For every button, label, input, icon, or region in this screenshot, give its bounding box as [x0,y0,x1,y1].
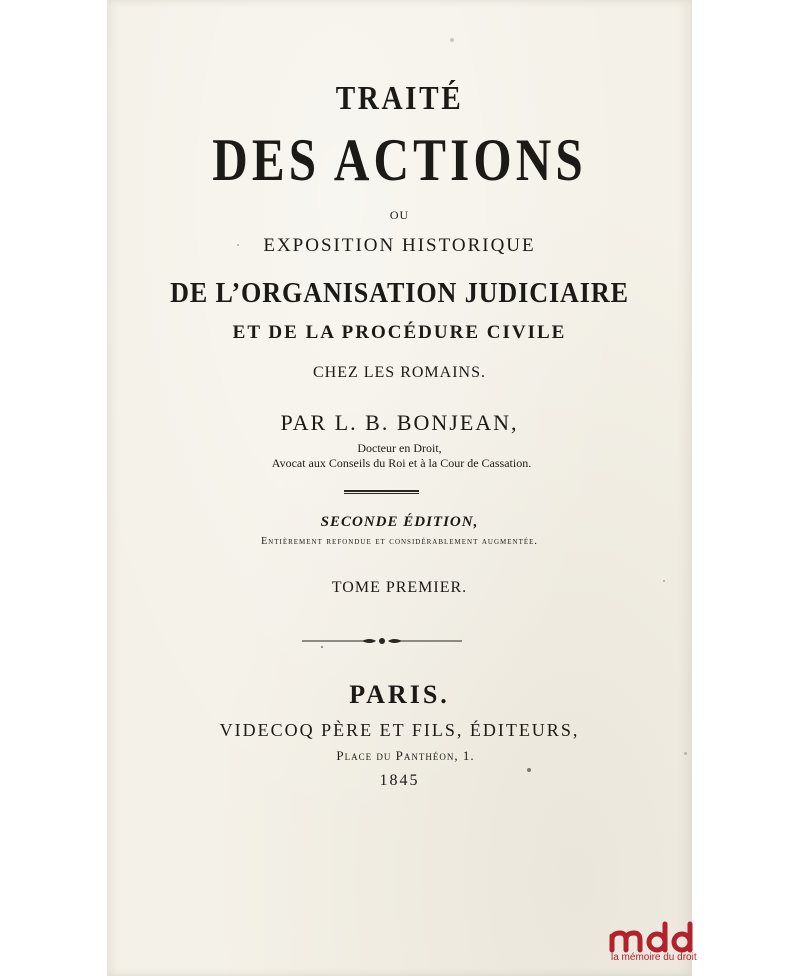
edition-note: Entièrement refondue et considérablement augmentée. [261,536,538,547]
imprint-city: PARIS. [349,680,450,709]
paper-speck [237,244,239,246]
title-line-1: TRAITÉ [335,80,464,117]
subtitle-line-2: DE L’ORGANISATION JUDICIAIRE [170,277,629,309]
subtitle-line-3: ET DE LA PROCÉDURE CIVILE [232,322,567,343]
volume-label: TOME PREMIER. [331,579,468,596]
title-conjunction: OU [389,208,410,222]
imprint-year: 1845 [379,772,420,789]
paper-speck [684,752,687,755]
author-title-2: Avocat aux Conseils du Roi et à la Cour de Cassation. [271,456,532,470]
author-title-1: Docteur en Droit, [357,441,442,455]
imprint-address: Place du Panthéon, 1. [336,748,475,763]
author-name: PAR L. B. BONJEAN, [280,410,519,435]
logo-tagline: la mémoire du droit [611,952,697,963]
imprint-publisher: VIDECOQ PÈRE ET FILS, ÉDITEURS, [219,720,580,740]
book-title-page [107,0,692,976]
subtitle-line-1: EXPOSITION HISTORIQUE [263,235,536,256]
edition-label: SECONDE ÉDITION, [320,514,479,530]
subtitle-line-4: CHEZ LES ROMAINS. [312,364,486,381]
paper-speck [450,38,454,42]
ornament-divider [302,632,462,650]
divider-rule [344,490,419,492]
title-line-2: DES ACTIONS [212,127,587,193]
paper-speck [663,580,665,582]
paper-speck [527,768,531,772]
